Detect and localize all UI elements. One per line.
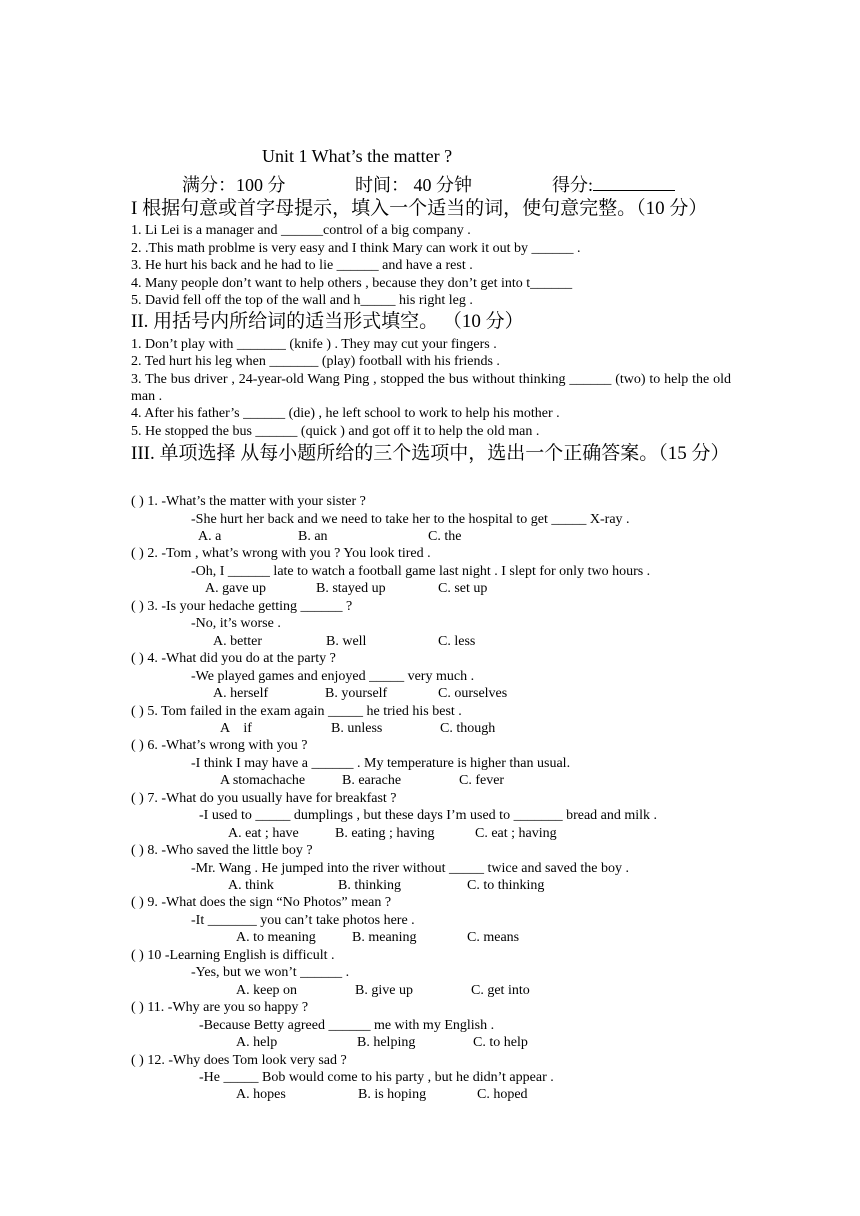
question-stem: ( ) 3. -Is your hedache getting ______ ? [131,599,353,614]
option-c: C. to help [473,1035,528,1050]
option-a: A. eat ; have [228,826,299,841]
question-stem: ( ) 5. Tom failed in the exam again _____ he tried his best . [131,704,462,719]
option-b: B. meaning [352,930,417,945]
option-a: A. gave up [205,581,267,596]
question-stem: ( ) 10 -Learning English is difficult . [131,948,335,963]
option-c: C. eat ; having [475,826,557,841]
option-b: B. yourself [325,686,388,701]
option-a: A. herself [213,686,269,701]
question-answer: -Because Betty agreed ______ me with my English . [199,1018,495,1033]
question-answer: -She hurt her back and we need to take her to the hospital to get _____ X-ray . [191,512,630,527]
option-b: B. is hoping [358,1087,427,1102]
full-score: 满分：100 分 [182,175,286,195]
question-answer: -Mr. Wang . He jumped into the river without _____ twice and saved the boy . [191,861,629,876]
option-b: B. eating ; having [335,826,435,841]
option-b: B. stayed up [316,581,386,596]
question-answer: -I think I may have a ______ . My temperature is higher than usual. [191,756,571,771]
question-stem: ( ) 1. -What’s the matter with your sister ? [131,494,366,509]
question-stem: ( ) 7. -What do you usually have for breakfast ? [131,791,397,806]
option-c: C. hoped [477,1087,528,1102]
question-stem: ( ) 6. -What’s wrong with you ? [131,738,308,753]
option-a: A if [220,721,252,736]
option-a: A. a [198,529,222,544]
option-b: B. earache [342,773,402,788]
option-a: A. to meaning [236,930,316,945]
part2-item: 4. After his father’s ______ (die) , he left school to work to help his mother . [131,406,560,421]
option-b: B. give up [355,983,413,998]
question-stem: ( ) 8. -Who saved the little boy ? [131,843,313,858]
option-c: C. ourselves [438,686,508,701]
part1-item: 3. He hurt his back and he had to lie ______ and have a rest . [131,258,473,273]
part2-item: 2. Ted hurt his leg when _______ (play) football with his friends . [131,354,500,369]
question-stem: ( ) 12. -Why does Tom look very sad ? [131,1053,347,1068]
option-c: C. set up [438,581,488,596]
question-answer: -We played games and enjoyed _____ very much . [191,669,475,684]
option-c: C. get into [471,983,530,998]
option-a: A. better [213,634,262,649]
option-c: C. less [438,634,476,649]
question-stem: ( ) 2. -Tom , what’s wrong with you ? You look tired . [131,546,431,561]
option-c: C. though [440,721,496,736]
part2-heading: II. 用括号内所给词的适当形式填空。 （10 分） [131,311,524,332]
part1-item: 4. Many people don’t want to help others , because they don’t get into t______ [131,276,573,291]
option-b: B. thinking [338,878,402,893]
part3-heading: III. 单项选择 从每小题所给的三个选项中，选出一个正确答案。（15 分） [131,443,730,464]
option-b: B. well [326,634,367,649]
option-b: B. unless [331,721,383,736]
question-answer: -Yes, but we won’t ______ . [191,965,350,980]
option-a: A. think [228,878,274,893]
question-answer: -I used to _____ dumplings , but these days I’m used to _______ bread and milk . [199,808,658,823]
score-blank [593,175,675,191]
part1-heading: I 根据句意或首字母提示，填入一个适当的词，使句意完整。（10 分） [131,198,708,219]
score-label: 得分: [552,175,594,195]
part2-item: 1. Don’t play with _______ (knife ) . They may cut your fingers . [131,337,497,352]
question-answer: -He _____ Bob would come to his party , but he didn’t appear . [199,1070,554,1085]
part2-item: 5. He stopped the bus ______ (quick ) and got off it to help the old man . [131,424,540,439]
time-limit: 时间： 40 分钟 [355,175,472,195]
part1-item: 5. David fell off the top of the wall and h_____ his right leg . [131,293,473,308]
option-c: C. means [467,930,520,945]
question-stem: ( ) 11. -Why are you so happy ? [131,1000,309,1015]
option-b: B. an [298,529,328,544]
option-a: A. hopes [236,1087,286,1102]
question-stem: ( ) 9. -What does the sign “No Photos” mean ? [131,895,392,910]
question-answer: -No, it’s worse . [191,616,281,631]
part2-item: 3. The bus driver , 24-year-old Wang Ping , stopped the bus without thinking ______ (two) to help the old man . [131,372,731,404]
score-field [552,171,675,197]
question-answer: -Oh, I ______ late to watch a football game last night . I slept for only two hours . [191,564,651,579]
part1-item: 2. .This math problme is very easy and I think Mary can work it out by ______ . [131,241,581,256]
option-c: C. the [428,529,462,544]
page-title: Unit 1 What’s the matter ? [262,146,453,166]
option-c: C. fever [459,773,505,788]
option-c: C. to thinking [467,878,545,893]
option-b: B. helping [357,1035,416,1050]
option-a: A. keep on [236,983,298,998]
part1-item: 1. Li Lei is a manager and ______control of a big company . [131,223,471,238]
question-answer: -It _______ you can’t take photos here . [191,913,415,928]
question-stem: ( ) 4. -What did you do at the party ? [131,651,336,666]
option-a: A stomachache [220,773,306,788]
option-a: A. help [236,1035,278,1050]
